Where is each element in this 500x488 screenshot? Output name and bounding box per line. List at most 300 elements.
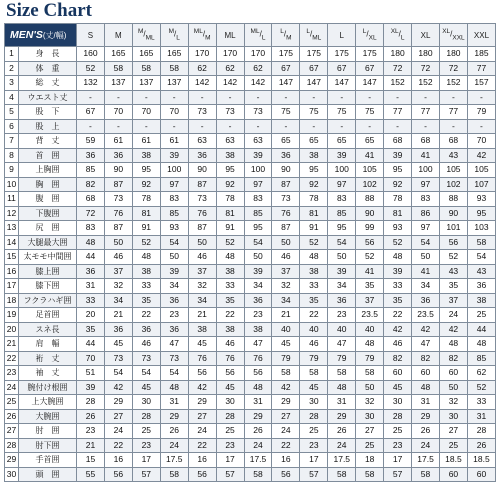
table-cell: 48 [439,337,467,352]
table-cell: 43 [467,264,495,279]
table-cell: 81 [384,206,412,221]
table-row [5,105,496,120]
table-cell: 60 [384,366,412,381]
table-cell: 105 [439,163,467,178]
table-cell: 77 [467,61,495,76]
table-cell: 95 [328,221,356,236]
table-cell: 36 [132,322,160,337]
table-cell: 87 [104,221,132,236]
table-cell: 22 [104,438,132,453]
table-cell: 165 [160,47,188,62]
table-cell: 40 [272,322,300,337]
table-cell: 27 [439,424,467,439]
row-number: 25 [5,395,19,410]
row-measurement-label: 頭 囲 [19,467,77,482]
table-cell: 37 [439,293,467,308]
table-cell: 24 [439,308,467,323]
table-cell: 73 [244,105,272,120]
table-cell: 36 [467,279,495,294]
table-cell: 147 [328,76,356,91]
corner-label: MEN'S [10,28,43,41]
table-cell: 23 [244,308,272,323]
table-cell: 34 [272,293,300,308]
table-cell: 56 [188,467,216,482]
table-cell: 91 [132,221,160,236]
row-measurement-label: 股 下 [19,105,77,120]
row-measurement-label: 裄 丈 [19,351,77,366]
table-cell: 185 [467,47,495,62]
table-cell: 100 [244,163,272,178]
table-cell: 92 [300,177,328,192]
size-header-sub: L [176,34,180,42]
size-header-sup: L [362,28,367,36]
table-row [5,134,496,149]
table-cell: 65 [328,134,356,149]
table-cell: 45 [188,337,216,352]
size-header-slash: / [174,30,177,40]
table-cell: 157 [467,76,495,91]
table-cell: 82 [439,351,467,366]
table-cell: 38 [216,264,244,279]
table-cell: 142 [216,76,244,91]
table-cell: 93 [160,221,188,236]
table-cell: 175 [300,47,328,62]
row-number: 7 [5,134,19,149]
table-cell: 36 [104,322,132,337]
table-cell: 54 [160,366,188,381]
table-cell: 45 [104,337,132,352]
table-cell: 87 [188,177,216,192]
table-cell: 24 [104,424,132,439]
table-cell: 97 [328,177,356,192]
size-header [384,24,412,47]
table-cell: 17 [384,453,412,468]
table-cell: 17 [300,453,328,468]
table-row [5,453,496,468]
table-cell: 58 [160,467,188,482]
table-cell: 147 [356,76,384,91]
table-cell: 46 [104,250,132,265]
table-cell: 16 [188,453,216,468]
table-cell: 27 [104,409,132,424]
size-header-slash: / [202,30,206,40]
table-cell: 73 [104,351,132,366]
table-cell: 31 [328,395,356,410]
table-cell: - [300,90,328,105]
table-cell: 85 [160,206,188,221]
row-measurement-label: 上大腕囲 [19,395,77,410]
row-measurement-label: 首 囲 [19,148,77,163]
table-cell: 35 [439,279,467,294]
table-cell: 33 [77,293,105,308]
table-cell: 152 [384,76,412,91]
table-cell: 47 [160,337,188,352]
table-cell: - [104,90,132,105]
table-cell: 73 [160,351,188,366]
size-header [439,24,467,47]
table-cell: 137 [132,76,160,91]
table-cell: 38 [132,148,160,163]
table-row [5,366,496,381]
table-cell: 55 [77,467,105,482]
table-cell: 45 [300,380,328,395]
table-cell: 180 [412,47,440,62]
table-cell: - [412,90,440,105]
table-cell: 75 [328,105,356,120]
table-cell: - [132,90,160,105]
row-measurement-label: 太モモ中間囲 [19,250,77,265]
table-cell: 23 [132,438,160,453]
row-number: 16 [5,264,19,279]
table-cell: 70 [467,134,495,149]
table-cell: - [160,119,188,134]
table-cell: 100 [328,163,356,178]
table-cell: 58 [328,467,356,482]
size-header [160,24,188,47]
row-number: 28 [5,438,19,453]
size-header-sub: M [286,34,292,42]
table-cell: 52 [384,235,412,250]
table-cell: 16 [104,453,132,468]
table-cell: 41 [412,264,440,279]
table-cell: 45 [272,337,300,352]
table-row [5,76,496,91]
table-cell: 54 [328,235,356,250]
table-row [5,264,496,279]
table-cell: 95 [216,163,244,178]
table-cell: 22 [384,308,412,323]
row-number: 12 [5,206,19,221]
table-cell: 86 [412,206,440,221]
table-cell: 39 [384,148,412,163]
table-cell: 105 [356,163,384,178]
row-number: 6 [5,119,19,134]
table-cell: 52 [132,235,160,250]
table-cell: 58 [132,61,160,76]
table-cell: 23 [328,308,356,323]
row-measurement-label: フクラハギ囲 [19,293,77,308]
table-cell: 48 [300,250,328,265]
table-cell: 102 [439,177,467,192]
size-header [132,24,160,47]
table-cell: 58 [300,366,328,381]
table-cell: 33 [132,279,160,294]
table-cell: 67 [272,61,300,76]
table-cell: 23 [160,308,188,323]
table-cell: 35 [356,279,384,294]
table-cell: 28 [384,409,412,424]
table-cell: - [244,90,272,105]
table-cell: 170 [244,47,272,62]
table-cell: 60 [412,366,440,381]
size-header [272,24,300,47]
table-cell: 79 [300,351,328,366]
table-cell: 58 [328,366,356,381]
table-cell: 41 [356,148,384,163]
table-cell: 24 [328,438,356,453]
table-cell: - [160,90,188,105]
table-cell: 37 [188,264,216,279]
table-cell: 17.5 [244,453,272,468]
table-cell: 35 [77,322,105,337]
row-number: 23 [5,366,19,381]
table-cell: 70 [77,351,105,366]
table-cell: 40 [356,322,384,337]
row-number: 24 [5,380,19,395]
table-cell: 24 [412,438,440,453]
table-cell: 67 [356,61,384,76]
table-row [5,177,496,192]
table-cell: 77 [384,105,412,120]
row-number: 14 [5,235,19,250]
table-cell: 25 [439,438,467,453]
size-header [188,24,216,47]
table-cell: 33 [467,395,495,410]
table-cell: 17.5 [328,453,356,468]
table-cell: 70 [104,105,132,120]
size-header [356,24,384,47]
table-cell: 18.5 [467,453,495,468]
size-header-slash: / [366,30,369,40]
table-cell: 22 [300,308,328,323]
table-cell: 95 [132,163,160,178]
table-cell: 35 [300,293,328,308]
row-number: 17 [5,279,19,294]
table-row [5,308,496,323]
table-cell: 42 [467,148,495,163]
table-cell: 160 [77,47,105,62]
size-header [300,24,328,47]
size-header: M [104,24,132,47]
table-cell: - [467,90,495,105]
row-measurement-label: 大腿最大囲 [19,235,77,250]
size-header-sup: L [280,28,284,36]
table-cell: 81 [216,206,244,221]
table-cell: 97 [412,221,440,236]
table-cell: 27 [272,409,300,424]
size-header-sup: M [137,28,144,36]
table-cell: 79 [467,105,495,120]
table-cell: 46 [132,337,160,352]
table-cell: 60 [467,467,495,482]
table-cell: 22 [216,308,244,323]
table-cell: 38 [132,264,160,279]
table-cell: 48 [328,380,356,395]
table-cell: - [272,90,300,105]
row-measurement-label: 手首囲 [19,453,77,468]
table-cell: 83 [77,221,105,236]
row-measurement-label: 胸 囲 [19,177,77,192]
table-cell: 152 [412,76,440,91]
table-cell: 18.5 [439,453,467,468]
table-cell: 36 [244,293,272,308]
table-cell: 58 [356,467,384,482]
table-cell: 54 [160,235,188,250]
table-cell: - [356,90,384,105]
row-number: 13 [5,221,19,236]
table-cell: 79 [272,351,300,366]
table-cell: - [104,119,132,134]
table-cell: 45 [384,380,412,395]
table-cell: 50 [356,380,384,395]
table-cell: 25 [300,424,328,439]
size-header-sub: XL [368,34,377,42]
size-chart-table [4,23,496,482]
table-cell: 92 [216,177,244,192]
table-cell: 46 [300,337,328,352]
table-cell: 18 [356,453,384,468]
table-cell: 52 [300,235,328,250]
table-cell: 46 [216,337,244,352]
table-cell: 36 [188,148,216,163]
table-cell: 79 [328,351,356,366]
table-cell: 27 [356,424,384,439]
table-cell: - [77,90,105,105]
table-cell: 34 [412,279,440,294]
table-cell: 180 [439,47,467,62]
size-header-sub: M [205,34,211,42]
table-cell: 92 [132,177,160,192]
table-row [5,467,496,482]
table-cell: 61 [160,134,188,149]
table-cell: 81 [300,206,328,221]
table-cell: - [328,119,356,134]
table-cell: 36 [160,293,188,308]
table-cell: 29 [188,395,216,410]
table-cell: 24 [160,438,188,453]
table-cell: 41 [412,148,440,163]
table-cell: 91 [216,221,244,236]
table-cell: 90 [188,163,216,178]
table-cell: 58 [272,366,300,381]
table-cell: 22 [132,308,160,323]
table-cell: 33 [300,279,328,294]
table-row [5,235,496,250]
table-row [5,409,496,424]
table-cell: 147 [300,76,328,91]
row-number: 29 [5,453,19,468]
table-cell: 95 [244,221,272,236]
table-cell: 68 [384,134,412,149]
table-cell: 72 [439,61,467,76]
table-cell: - [439,90,467,105]
table-cell: 24 [188,424,216,439]
row-measurement-label: 総 丈 [19,76,77,91]
size-header: S [77,24,105,47]
table-cell: 75 [356,105,384,120]
table-cell: 90 [439,206,467,221]
table-cell: 91 [300,221,328,236]
table-cell: 56 [272,467,300,482]
size-header-sup: XL [390,28,399,36]
table-cell: 73 [216,105,244,120]
table-cell: 92 [384,177,412,192]
table-cell: 26 [244,424,272,439]
table-cell: 37 [104,264,132,279]
table-cell: 82 [384,351,412,366]
table-cell: - [77,119,105,134]
table-cell: 68 [439,134,467,149]
table-cell: 82 [77,177,105,192]
table-cell: 32 [104,279,132,294]
table-cell: 22 [188,438,216,453]
table-cell: 21 [272,308,300,323]
table-row [5,90,496,105]
table-cell: 28 [132,409,160,424]
table-cell: 61 [104,134,132,149]
table-cell: 67 [77,105,105,120]
table-cell: 28 [467,424,495,439]
table-cell: 95 [467,206,495,221]
table-corner-label [5,24,77,47]
table-row [5,61,496,76]
table-cell: 87 [188,221,216,236]
table-cell: 36 [77,148,105,163]
table-cell: 48 [356,337,384,352]
table-cell: 37 [272,264,300,279]
table-cell: 175 [356,47,384,62]
row-number: 3 [5,76,19,91]
table-cell: 62 [188,61,216,76]
table-cell: 25 [216,424,244,439]
row-measurement-label: 肘 囲 [19,424,77,439]
table-cell: 28 [300,409,328,424]
size-header-slash: / [398,30,401,40]
row-number: 19 [5,308,19,323]
table-cell: 147 [272,76,300,91]
table-cell: 56 [356,235,384,250]
table-row [5,47,496,62]
table-cell: 52 [77,61,105,76]
page-title: Size Chart [6,0,93,21]
table-cell: 31 [412,395,440,410]
table-cell: 52 [439,250,467,265]
row-number: 8 [5,148,19,163]
table-cell: 39 [244,264,272,279]
table-cell: 83 [412,192,440,207]
row-number: 1 [5,47,19,62]
table-cell: 52 [216,235,244,250]
size-header-sub: ML [312,34,322,42]
size-header-sub: ML [145,34,155,42]
table-cell: - [188,90,216,105]
table-cell: 78 [216,192,244,207]
table-cell: 23 [384,438,412,453]
size-header-sup: L [306,28,311,36]
table-cell: 16 [272,453,300,468]
table-cell: 50 [272,235,300,250]
size-header-sup: ML [250,28,260,36]
table-cell: 105 [467,163,495,178]
table-cell: 62 [216,61,244,76]
table-cell: 50 [439,380,467,395]
table-cell: 87 [272,177,300,192]
table-cell: 73 [272,192,300,207]
row-number: 10 [5,177,19,192]
table-cell: 30 [356,409,384,424]
table-cell: 23.5 [412,308,440,323]
table-cell: 76 [244,351,272,366]
table-cell: 43 [439,264,467,279]
table-cell: 142 [244,76,272,91]
table-cell: 28 [216,409,244,424]
table-cell: 72 [384,61,412,76]
table-cell: 65 [272,134,300,149]
table-cell: 42 [104,380,132,395]
table-cell: 68 [77,192,105,207]
table-cell: 58 [160,61,188,76]
table-cell: 97 [160,177,188,192]
